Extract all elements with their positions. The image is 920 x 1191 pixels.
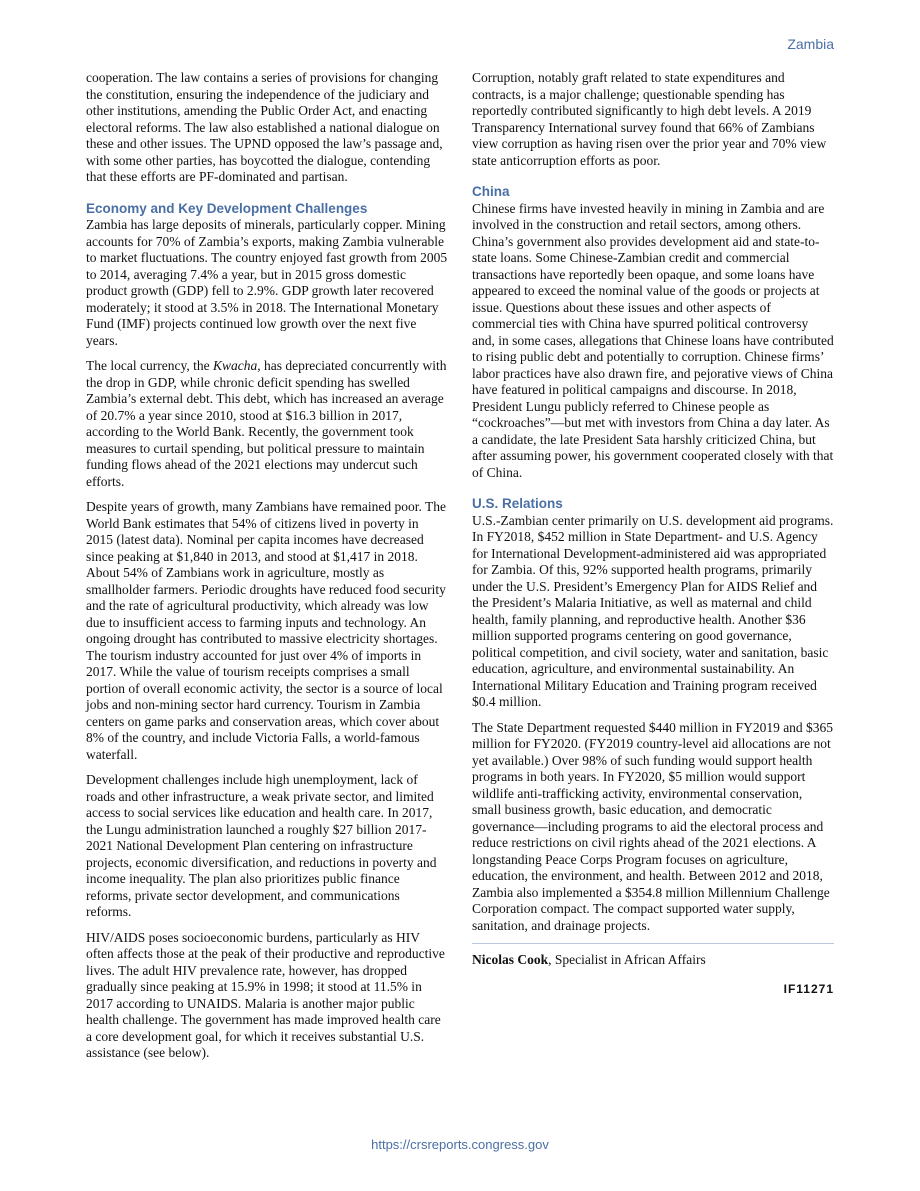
china-heading: China	[472, 184, 510, 199]
economy-paragraph-1: Zambia has large deposits of minerals, particularly copper. Mining accounts for 70% of Zambia’s exports, making Zambia vulnerable to market fluctuations. The country enjoyed fast growth from 2005 to 2014, averaging 7.4% a year, but in 2015 gross domestic product growth (GDP) fell to 2.9%. GDP growth later recovered moderately; it stood at 3.5% in 2018. The International Monetary Fund (IMF) projects continued low growth over the next five years.	[86, 217, 448, 348]
running-header: Zambia	[787, 36, 834, 52]
economy-paragraph-4: Development challenges include high unemployment, lack of roads and other infrastructure, a weak private sector, and limited access to social services like education and health care. In 2017, the Lungu administration launched a roughly $27 billion 2017-2021 National Development Plan centering on infrastructure projects, economic diversification, and reductions in poverty and income inequality. The plan also prioritizes public finance reforms, private sector development, and communications reforms.	[86, 772, 437, 919]
economy-paragraph-5: HIV/AIDS poses socioeconomic burdens, particularly as HIV often affects those at the peak of their productive and reproductive lives. The adult HIV prevalence rate, however, has dropped gradually since peaking at 15.9% in 1998; it stood at 11.5% in 2017 according to UNAIDS. Malaria is another major public health challenge. The government has made improved health care a core development goal, for which it receives substantial U.S. assistance (see below).	[86, 929, 445, 1060]
intro-paragraph: cooperation. The law contains a series of provisions for changing the constitution, ensuring the independence of the judiciary and other institutions, amending the Public Order Act, and enacting electoral reforms. The law also established a national dialogue on these and other issues. The UPND opposed the law’s passage and, with some other parties, has boycotted the dialogue, contending that these efforts are PF-dominated and partisan.	[86, 70, 443, 184]
china-paragraph: Chinese firms have invested heavily in mining in Zambia and are involved in the construction and retail sectors, among others. China’s government also provides development aid and state-to-state loans. Some Chinese-Zambian credit and commercial transactions have reportedly been opaque, and some loans have appeared to exceed the nominal value of the goods or projects at issue. Questions about these issues and other aspects of commercial ties with China have spurred political controversy and, in some cases, allegations that Chinese loans have contributed to rising public debt and potentially to corruption. Chinese firms’ labor practices have also drawn fire, and pejorative views of China have featured in political campaigns and discourse. In 2018, President Lungu publicly referred to Chinese people as “cockroaches”—but met with investors from China a day later. As a candidate, the late President Sata harshly criticized China, but after assuming power, his government cooperated closely with that of China.	[472, 200, 834, 480]
economy-paragraph-3: Despite years of growth, many Zambians have remained poor. The World Bank estimates that 54% of citizens lived in poverty in 2015 (latest data). Nominal per capita incomes have decreased since peaking at $1,840 in 2013, and stood at $1,417 in 2018. About 54% of Zambians work in agriculture, mostly as smallholder farmers. Periodic droughts have reduced food security and the rate of agricultural productivity, which already was low due to insufficient access to farming inputs and technology. An ongoing drought has contributed to massive electricity shortages. The tourism industry accounted for just over 4% of imports in 2017. While the value of tourism receipts comprises a small portion of overall economic activity, the sector is a source of local jobs and non-mining sector hard currency. Tourism in Zambia centers on game parks and conservation areas, which cover about 8% of the country, and include Victoria Falls, a world-famous waterfall.	[86, 499, 447, 762]
us-relations-paragraph-2: The State Department requested $440 million in FY2019 and $365 million for FY2020. (FY2019 country-level aid allocations are not yet available.) Over 98% of such funding would support health programs in both years. In FY2020, $5 million would support wildlife anti-trafficking activity, environmental conservation, small business growth, basic education, and democratic governance—including programs to aid the electoral process and reduce restrictions on civil rights ahead of the 2021 elections. A longstanding Peace Corps Program focuses on agriculture, education, the environment, and health. Between 2012 and 2018, Zambia also implemented a $354.8 million Millennium Challenge Corporation compact. The compact supported water supply, sanitation, and drainage projects.	[472, 719, 834, 933]
kwacha-term: Kwacha	[212, 358, 258, 373]
footer-link[interactable]: https://crsreports.congress.gov	[371, 1137, 549, 1152]
paragraph-text: , has depreciated concurrently with the drop in GDP, while chronic deficit spending has swelled Zambia’s external debt. This debt, which has increased an average of 20.7% a year since 2010, stood at $16.3 billion in 2017, according to the World Bank. Recently, the government took measures to curtail spending, but political pressure to maintain funding flows ahead of the 2021 elections may undercut such efforts.	[86, 358, 447, 489]
author-line	[472, 952, 834, 969]
economy-paragraph-2	[86, 358, 448, 490]
report-id: IF11271	[783, 981, 834, 996]
divider	[472, 943, 834, 944]
paragraph-text: The local currency, the	[86, 358, 213, 373]
us-relations-heading: U.S. Relations	[472, 496, 563, 511]
author-title: , Specialist in African Affairs	[548, 952, 706, 967]
author-name: Nicolas Cook	[472, 952, 549, 967]
left-column	[86, 70, 448, 1071]
corruption-paragraph: Corruption, notably graft related to state expenditures and contracts, is a major challenge; questionable spending has reportedly contributed significantly to high debt levels. A 2019 Transparency International survey found that 66% of Zambians view corruption as having risen over the prior year and 70% view state anticorruption efforts as poor.	[472, 70, 827, 168]
us-relations-paragraph-1: U.S.-Zambian center primarily on U.S. development aid programs. In FY2018, $452 million in State Department- and U.S. Agency for International Development-administered aid was appropriated for Zambia. Of this, 92% supported health programs, primarily under the U.S. President’s Emergency Plan for AIDS Relief and the President’s Malaria Initiative, as well as maternal and child health, family planning, and reproductive health. Another $36 million supported programs centering on good governance, political competition, and civil society, water and sanitation, basic education, agriculture, and environmental sustainability. An International Military Education and Training program received $0.4 million.	[472, 512, 834, 709]
right-column	[472, 70, 834, 997]
economy-heading: Economy and Key Development Challenges	[86, 200, 368, 216]
